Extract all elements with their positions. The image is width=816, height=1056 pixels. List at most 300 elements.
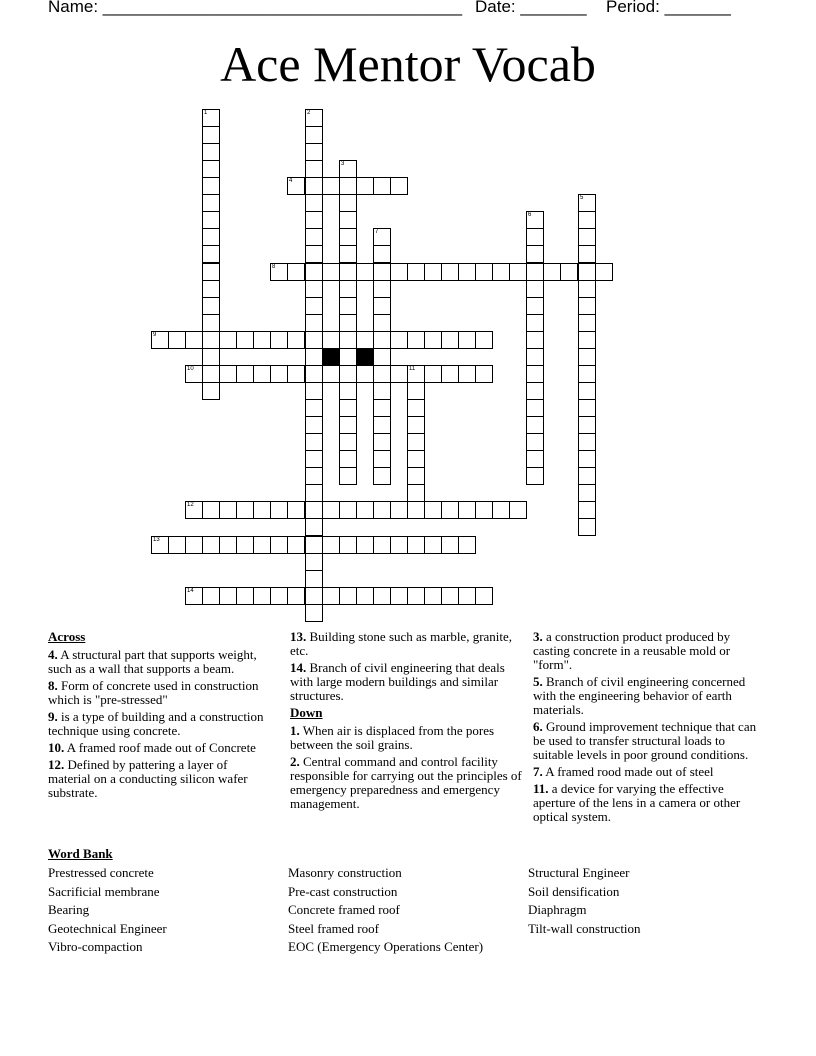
crossword-cell[interactable] <box>475 331 493 349</box>
crossword-cell[interactable] <box>236 536 254 554</box>
crossword-cell[interactable] <box>202 348 220 366</box>
crossword-cell[interactable] <box>407 450 425 468</box>
crossword-cell[interactable] <box>202 177 220 195</box>
crossword-cell[interactable] <box>339 399 357 417</box>
crossword-cell[interactable] <box>305 228 323 246</box>
crossword-cell[interactable] <box>560 263 578 281</box>
crossword-cell[interactable] <box>356 331 374 349</box>
crossword-cell[interactable] <box>356 365 374 383</box>
crossword-cell[interactable] <box>373 467 391 485</box>
crossword-cell[interactable] <box>339 433 357 451</box>
word-bank-column-3 <box>528 864 641 938</box>
clue-number: 6. <box>533 719 543 734</box>
crossword-cell[interactable] <box>373 536 391 554</box>
clue-number: 5. <box>533 674 543 689</box>
crossword-cell[interactable] <box>236 331 254 349</box>
crossword-cell[interactable] <box>373 587 391 605</box>
crossword-cell[interactable] <box>305 382 323 400</box>
crossword-cell[interactable] <box>339 382 357 400</box>
crossword-cell[interactable] <box>305 297 323 315</box>
crossword-cell[interactable] <box>578 245 596 263</box>
crossword-cell[interactable] <box>287 501 305 519</box>
crossword-cell[interactable] <box>526 450 544 468</box>
clue-text: Branch of civil engineering that deals with large modern buildings and similar structures. <box>290 660 505 703</box>
crossword-cell[interactable] <box>202 245 220 263</box>
crossword-cell[interactable] <box>185 536 203 554</box>
crossword-cell[interactable] <box>441 331 459 349</box>
crossword-cell[interactable] <box>373 263 391 281</box>
crossword-cell[interactable] <box>578 348 596 366</box>
crossword-cell[interactable] <box>578 450 596 468</box>
clue-down-6 <box>533 720 768 762</box>
crossword-cell[interactable] <box>339 536 357 554</box>
crossword-cell[interactable] <box>339 501 357 519</box>
crossword-cell[interactable] <box>526 314 544 332</box>
crossword-cell[interactable] <box>168 536 186 554</box>
crossword-cell[interactable] <box>151 536 169 554</box>
crossword-cell[interactable] <box>219 501 237 519</box>
crossword-cell[interactable] <box>424 536 442 554</box>
crossword-cell[interactable] <box>305 280 323 298</box>
crossword-cell[interactable] <box>202 194 220 212</box>
crossword-cell[interactable] <box>578 211 596 229</box>
crossword-cell[interactable] <box>526 263 544 281</box>
clue-number-label: 1 <box>204 110 208 116</box>
crossword-cell[interactable] <box>202 263 220 281</box>
word-bank-item: Tilt-wall construction <box>528 920 641 936</box>
crossword-cell[interactable] <box>458 331 476 349</box>
crossword-cell[interactable] <box>356 263 374 281</box>
clue-across-14 <box>290 661 525 703</box>
crossword-cell[interactable] <box>390 331 408 349</box>
crossword-cell[interactable] <box>287 331 305 349</box>
crossword-cell[interactable] <box>356 177 374 195</box>
crossword-cell[interactable] <box>578 382 596 400</box>
crossword-cell[interactable] <box>185 365 203 383</box>
crossword-cell[interactable] <box>322 365 340 383</box>
crossword-cell[interactable] <box>305 126 323 144</box>
crossword-cell[interactable] <box>305 570 323 588</box>
crossword-cell[interactable] <box>305 263 323 281</box>
clue-across-12 <box>48 758 273 800</box>
crossword-cell[interactable] <box>373 382 391 400</box>
crossword-cell[interactable] <box>339 467 357 485</box>
crossword-cell[interactable] <box>441 365 459 383</box>
crossword-cell[interactable] <box>168 331 186 349</box>
crossword-cell[interactable] <box>322 587 340 605</box>
crossword-cell[interactable] <box>322 177 340 195</box>
crossword-cell[interactable] <box>253 587 271 605</box>
crossword-cell[interactable] <box>475 501 493 519</box>
date-field: Date: _______ <box>475 0 587 16</box>
word-bank-column-1 <box>48 864 167 957</box>
crossword-cell[interactable] <box>373 245 391 263</box>
crossword-cell[interactable] <box>441 501 459 519</box>
crossword-cell[interactable] <box>202 501 220 519</box>
crossword-cell[interactable] <box>526 280 544 298</box>
clue-across-10 <box>48 741 273 755</box>
crossword-cell[interactable] <box>373 450 391 468</box>
crossword-cell[interactable] <box>578 331 596 349</box>
clue-number: 9. <box>48 709 58 724</box>
crossword-cell[interactable] <box>578 228 596 246</box>
crossword-cell[interactable] <box>339 263 357 281</box>
clue-number-label: 8 <box>272 264 276 270</box>
crossword-cell[interactable] <box>407 416 425 434</box>
crossword-cell[interactable] <box>305 433 323 451</box>
crossword-cell[interactable] <box>305 501 323 519</box>
crossword-cell[interactable] <box>219 331 237 349</box>
crossword-cell[interactable] <box>305 143 323 161</box>
crossword-cell[interactable] <box>202 228 220 246</box>
crossword-cell[interactable] <box>339 211 357 229</box>
crossword-cell[interactable] <box>202 314 220 332</box>
clue-number-label: 3 <box>341 161 345 167</box>
crossword-cell[interactable] <box>509 263 527 281</box>
crossword-cell[interactable] <box>305 160 323 178</box>
crossword-cell[interactable] <box>373 228 391 246</box>
crossword-cell[interactable] <box>305 348 323 366</box>
crossword-cell[interactable] <box>236 365 254 383</box>
crossword-cell[interactable] <box>202 297 220 315</box>
crossword-cell[interactable] <box>543 263 561 281</box>
crossword-cell[interactable] <box>270 501 288 519</box>
word-bank-item: Steel framed roof <box>288 920 379 936</box>
clue-number: 12. <box>48 757 65 772</box>
crossword-cell[interactable] <box>407 501 425 519</box>
crossword-cell[interactable] <box>305 604 323 622</box>
clues-column-3 <box>533 630 768 827</box>
crossword-cell[interactable] <box>373 280 391 298</box>
crossword-cell[interactable] <box>373 297 391 315</box>
crossword-cell[interactable] <box>356 536 374 554</box>
crossword-cell[interactable] <box>339 228 357 246</box>
clue-text: A framed roof made out of Concrete <box>66 740 256 755</box>
crossword-cell[interactable] <box>492 501 510 519</box>
crossword-cell[interactable] <box>270 365 288 383</box>
crossword-cell[interactable] <box>578 314 596 332</box>
crossword-cell[interactable] <box>305 553 323 571</box>
crossword-cell[interactable] <box>373 314 391 332</box>
crossword-cell[interactable] <box>407 263 425 281</box>
crossword-cell[interactable] <box>578 365 596 383</box>
word-bank-item: Structural Engineer <box>528 865 630 880</box>
crossword-cell[interactable] <box>526 399 544 417</box>
crossword-cell[interactable] <box>287 263 305 281</box>
crossword-cell[interactable] <box>253 536 271 554</box>
crossword-cell[interactable] <box>441 536 459 554</box>
crossword-cell[interactable] <box>441 587 459 605</box>
crossword-cell[interactable] <box>287 536 305 554</box>
crossword-cell[interactable] <box>253 365 271 383</box>
crossword-cell[interactable] <box>270 331 288 349</box>
crossword-cell[interactable] <box>373 399 391 417</box>
crossword-cell[interactable] <box>219 365 237 383</box>
crossword-cell[interactable] <box>526 433 544 451</box>
clue-text: is a type of building and a construction technique using concrete. <box>48 709 264 738</box>
crossword-cell[interactable] <box>287 587 305 605</box>
crossword-cell[interactable] <box>185 331 203 349</box>
word-bank-item: Diaphragm <box>528 902 587 918</box>
crossword-cell[interactable] <box>305 211 323 229</box>
clue-text: A structural part that supports weight, such as a wall that supports a beam. <box>48 647 257 676</box>
period-field: Period: _______ <box>606 0 731 16</box>
clue-number-label: 5 <box>580 195 584 201</box>
crossword-cell[interactable] <box>578 399 596 417</box>
crossword-cell[interactable] <box>339 348 357 366</box>
crossword-cell[interactable] <box>526 228 544 246</box>
crossword-cell[interactable] <box>458 536 476 554</box>
crossword-cell[interactable] <box>390 177 408 195</box>
crossword-cell[interactable] <box>509 501 527 519</box>
crossword-cell[interactable] <box>578 484 596 502</box>
crossword-cell[interactable] <box>424 501 442 519</box>
crossword-cell[interactable] <box>305 331 323 349</box>
clue-number-label: 7 <box>375 229 379 235</box>
crossword-cell[interactable] <box>305 314 323 332</box>
crossword-cell[interactable] <box>322 263 340 281</box>
crossword-cell[interactable] <box>339 331 357 349</box>
crossword-cell[interactable] <box>202 382 220 400</box>
clue-number: 13. <box>290 629 307 644</box>
clue-across-8 <box>48 679 273 707</box>
crossword-cell[interactable] <box>526 467 544 485</box>
crossword-cell[interactable] <box>339 416 357 434</box>
crossword-cell[interactable] <box>458 587 476 605</box>
crossword-cell[interactable] <box>407 399 425 417</box>
crossword-cell[interactable] <box>390 263 408 281</box>
crossword-cell[interactable] <box>305 587 323 605</box>
crossword-cell[interactable] <box>305 518 323 536</box>
crossword-cell[interactable] <box>322 331 340 349</box>
crossword-cell[interactable] <box>578 263 596 281</box>
clue-text: a device for varying the effective aperture of the lens in a camera or other optical system. <box>533 781 741 824</box>
crossword-cell[interactable] <box>407 536 425 554</box>
crossword-cell[interactable] <box>578 416 596 434</box>
clue-text: a construction product produced by casting concrete in a reusable mold or "form". <box>533 629 731 672</box>
crossword-cell[interactable] <box>202 365 220 383</box>
crossword-cell[interactable] <box>270 536 288 554</box>
word-bank-item: Sacrificial membrane <box>48 883 160 899</box>
crossword-cell[interactable] <box>441 263 459 281</box>
crossword-cell[interactable] <box>424 587 442 605</box>
crossword-cell[interactable] <box>578 280 596 298</box>
word-bank-item: Prestressed concrete <box>48 865 154 880</box>
crossword-cell[interactable] <box>202 109 220 127</box>
crossword-cell[interactable] <box>373 365 391 383</box>
clue-number-label: 12 <box>187 502 194 508</box>
clue-down-11 <box>533 782 768 824</box>
crossword-cell[interactable] <box>475 365 493 383</box>
page-title: Ace Mentor Vocab <box>220 36 596 92</box>
clue-number-label: 2 <box>307 110 311 116</box>
crossword-cell[interactable] <box>322 536 340 554</box>
clue-down-7 <box>533 765 768 779</box>
crossword-cell[interactable] <box>407 382 425 400</box>
crossword-cell[interactable] <box>202 587 220 605</box>
crossword-cell[interactable] <box>185 587 203 605</box>
crossword-cell[interactable] <box>407 365 425 383</box>
crossword-cell[interactable] <box>305 245 323 263</box>
crossword-cell[interactable] <box>407 331 425 349</box>
crossword-cell[interactable] <box>202 211 220 229</box>
crossword-cell[interactable] <box>270 263 288 281</box>
crossword-cell[interactable] <box>390 365 408 383</box>
clue-number-label: 13 <box>153 537 160 543</box>
clue-number: 1. <box>290 723 300 738</box>
clue-text: Branch of civil engineering concerned with the engineering behavior of earth materials. <box>533 674 746 717</box>
clue-text: When air is displaced from the pores between the soil grains. <box>290 723 495 752</box>
crossword-cell[interactable] <box>219 587 237 605</box>
crossword-cell[interactable] <box>305 365 323 383</box>
crossword-cell[interactable] <box>526 331 544 349</box>
clue-number-label: 9 <box>153 332 157 338</box>
crossword-cell[interactable] <box>339 177 357 195</box>
word-bank-item: Pre-cast construction <box>288 883 398 899</box>
clue-across-9 <box>48 710 273 738</box>
crossword-cell[interactable] <box>407 587 425 605</box>
crossword-cell[interactable] <box>339 280 357 298</box>
clue-across-4 <box>48 648 273 676</box>
crossword-cell[interactable] <box>526 348 544 366</box>
clue-down-1 <box>290 724 525 752</box>
crossword-cell[interactable] <box>578 297 596 315</box>
crossword-cell[interactable] <box>390 587 408 605</box>
crossword-cell[interactable] <box>356 587 374 605</box>
crossword-cell[interactable] <box>305 484 323 502</box>
clue-number: 7. <box>533 764 543 779</box>
word-bank-heading: Word Bank <box>48 846 113 861</box>
crossword-cell[interactable] <box>202 160 220 178</box>
crossword-cell[interactable] <box>322 501 340 519</box>
clue-across-13 <box>290 630 525 658</box>
crossword-cell[interactable] <box>305 177 323 195</box>
crossword-cell[interactable] <box>578 518 596 536</box>
clue-text: Form of concrete used in construction which is "pre-stressed" <box>48 678 259 707</box>
word-bank-item: Concrete framed roof <box>288 902 400 918</box>
crossword-cell[interactable] <box>373 348 391 366</box>
crossword-cell[interactable] <box>236 501 254 519</box>
crossword-cell[interactable] <box>492 263 510 281</box>
crossword-cell[interactable] <box>305 399 323 417</box>
crossword-cell[interactable] <box>202 126 220 144</box>
clue-number: 4. <box>48 647 58 662</box>
crossword-cell[interactable] <box>305 467 323 485</box>
crossword-cell[interactable] <box>595 263 613 281</box>
crossword-cell[interactable] <box>407 484 425 502</box>
crossword-cell[interactable] <box>458 365 476 383</box>
crossword-cell[interactable] <box>390 536 408 554</box>
crossword-cell[interactable] <box>526 416 544 434</box>
word-bank-item: Vibro-compaction <box>48 939 143 955</box>
crossword-cell[interactable] <box>339 365 357 383</box>
crossword-cell[interactable] <box>202 143 220 161</box>
crossword-cell[interactable] <box>475 263 493 281</box>
crossword-cell[interactable] <box>305 416 323 434</box>
crossword-cell[interactable] <box>287 365 305 383</box>
crossword-cell[interactable] <box>526 382 544 400</box>
crossword-cell[interactable] <box>339 160 357 178</box>
crossword-cell[interactable] <box>373 177 391 195</box>
crossword-cell[interactable] <box>339 587 357 605</box>
crossword-cell[interactable] <box>253 501 271 519</box>
word-bank-column-2 <box>288 864 483 957</box>
crossword-cell[interactable] <box>339 297 357 315</box>
crossword-cell[interactable] <box>526 365 544 383</box>
word-bank-item: EOC (Emergency Operations Center) <box>288 939 484 955</box>
crossword-cell[interactable] <box>458 263 476 281</box>
crossword-cell[interactable] <box>287 177 305 195</box>
crossword-cell[interactable] <box>253 331 271 349</box>
crossword-cell[interactable] <box>339 245 357 263</box>
crossword-block <box>322 348 340 366</box>
clues-column-2 <box>290 630 525 814</box>
crossword-cell[interactable] <box>219 536 237 554</box>
crossword-cell[interactable] <box>185 501 203 519</box>
crossword-cell[interactable] <box>305 450 323 468</box>
crossword-cell[interactable] <box>202 280 220 298</box>
crossword-cell[interactable] <box>202 536 220 554</box>
crossword-cell[interactable] <box>270 587 288 605</box>
crossword-cell[interactable] <box>373 501 391 519</box>
crossword-cell[interactable] <box>356 501 374 519</box>
clue-number: 11. <box>533 781 549 796</box>
word-bank-item: Bearing <box>48 902 90 918</box>
student-info-header <box>48 0 768 22</box>
down-heading: Down <box>290 705 323 720</box>
crossword-cell[interactable] <box>407 467 425 485</box>
crossword-cell[interactable] <box>305 109 323 127</box>
crossword-cell[interactable] <box>526 245 544 263</box>
crossword-block <box>356 348 374 366</box>
crossword-cell[interactable] <box>373 416 391 434</box>
crossword-cell[interactable] <box>151 331 169 349</box>
crossword-cell[interactable] <box>339 314 357 332</box>
crossword-cell[interactable] <box>339 194 357 212</box>
crossword-cell[interactable] <box>458 501 476 519</box>
clue-text: Building stone such as marble, granite, etc. <box>290 629 513 658</box>
word-bank-item: Masonry construction <box>288 865 402 880</box>
crossword-cell[interactable] <box>339 450 357 468</box>
crossword-cell[interactable] <box>578 433 596 451</box>
crossword-cell[interactable] <box>407 433 425 451</box>
clue-text: A framed rood made out of steel <box>545 764 714 779</box>
crossword-cell[interactable] <box>578 501 596 519</box>
crossword-cell[interactable] <box>305 536 323 554</box>
crossword-cell[interactable] <box>424 263 442 281</box>
crossword-cell[interactable] <box>526 211 544 229</box>
clue-number: 10. <box>48 740 65 755</box>
clue-number-label: 14 <box>187 588 194 594</box>
crossword-cell[interactable] <box>236 587 254 605</box>
crossword-cell[interactable] <box>390 501 408 519</box>
clue-text: Defined by pattering a layer of material on a conducting silicon wafer substrate. <box>48 757 248 800</box>
crossword-cell[interactable] <box>424 331 442 349</box>
crossword-cell[interactable] <box>578 194 596 212</box>
crossword-cell[interactable] <box>424 365 442 383</box>
word-bank-item: Geotechnical Engineer <box>48 920 167 936</box>
crossword-cell[interactable] <box>202 331 220 349</box>
crossword-cell[interactable] <box>526 297 544 315</box>
crossword-cell[interactable] <box>305 194 323 212</box>
name-field: Name: ______________________________________ <box>48 0 463 16</box>
clue-text: Ground improvement technique that can be used to transfer structural loads to suitable levels in poor ground conditions. <box>533 719 757 762</box>
crossword-cell[interactable] <box>373 433 391 451</box>
crossword-cell[interactable] <box>373 331 391 349</box>
crossword-cell[interactable] <box>578 467 596 485</box>
across-heading: Across <box>48 629 86 644</box>
crossword-cell[interactable] <box>475 587 493 605</box>
